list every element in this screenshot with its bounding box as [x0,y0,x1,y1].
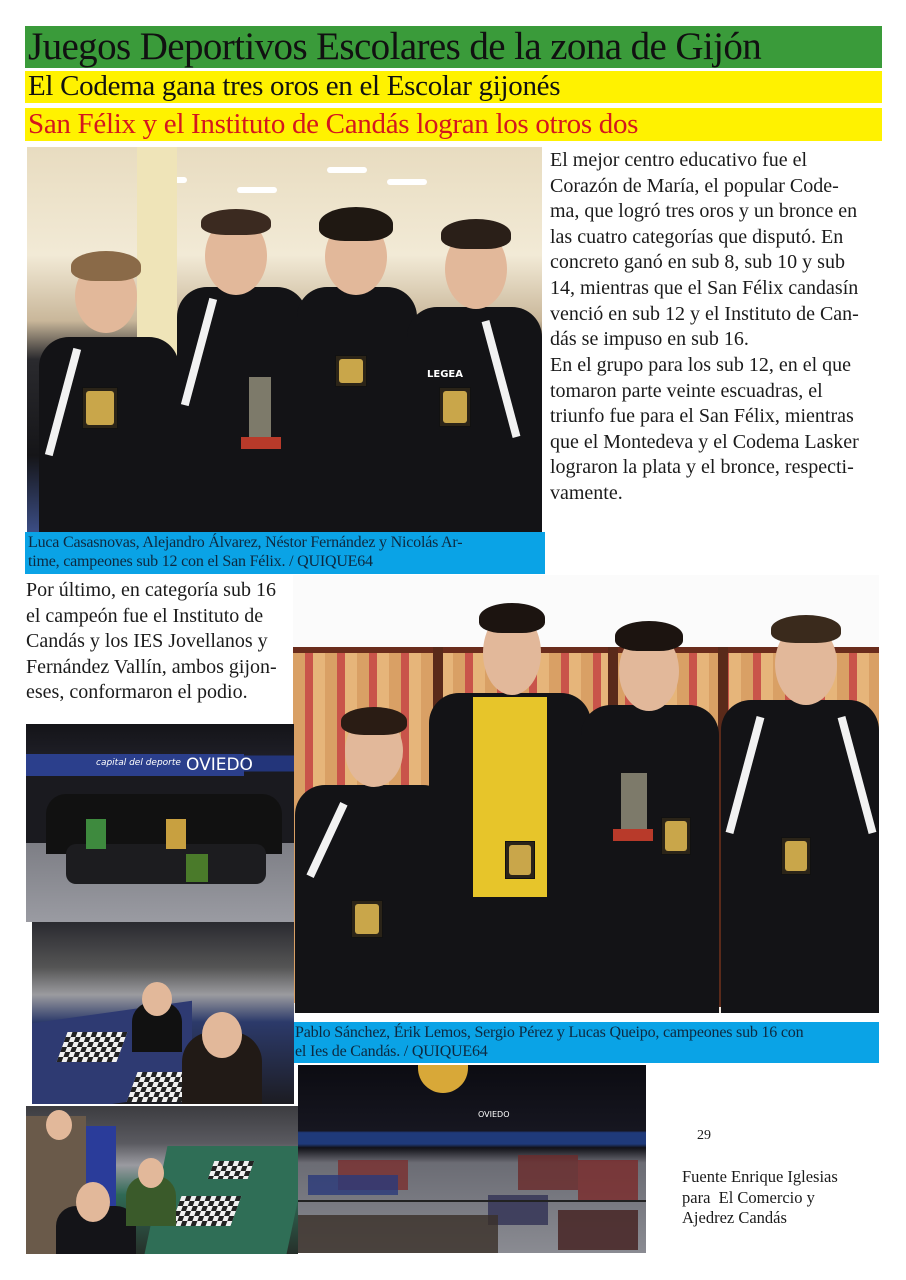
photo-tournament-overview [298,1065,646,1253]
credit-line: para El Comercio y [682,1187,815,1207]
text-line: eses, conformaron el podio. [26,681,248,704]
jacket-brand-label: LEGEA [427,369,463,380]
credit-line: Fuente Enrique Iglesias [682,1167,838,1186]
oviedo-banner: OVIEDO [186,755,253,775]
text-line: Por último, en categoría sub 16 [26,579,276,601]
subheadline: San Félix y el Instituto de Candás logran los otros dos [25,108,882,141]
caption-line: time, campeones sub 12 con el San Félix. / QUIQUE64 [28,553,373,570]
credit-line: Ajedrez Candás [682,1208,787,1227]
text-line: ma, que logró tres oros y un bronce en [550,200,858,223]
text-line: tomaron parte veinte escuadras, el [550,379,823,402]
text-line: concreto ganó en sub 8, sub 10 y sub [550,251,845,274]
text-line: triunfo fue para el San Félix, mientras [550,405,854,428]
photo-chess-boys [26,1106,298,1254]
text-line: las cuatro categorías que disputó. En [550,225,844,248]
text-line: dás se impuso en sub 16. [550,328,749,351]
text-line: Fernández Vallín, ambos gijon- [26,655,277,678]
photo-chess-girls [32,922,294,1104]
text-line: En el grupo para los sub 12, en el que [550,354,852,376]
photo-sub12-champions [27,147,542,533]
text-line: venció en sub 12 y el Instituto de Can- [550,302,859,325]
caption-line: Luca Casasnovas, Alejandro Álvarez, Néstor Fernández y Nicolás Ar- [28,534,463,551]
article-paragraph-2 [550,353,885,507]
oviedo-banner: OVIEDO [478,1110,510,1119]
caption-line: Pablo Sánchez, Érik Lemos, Sergio Pérez y Lucas Queipo, campeones sub 16 con [295,1024,804,1041]
source-credit [682,1167,882,1229]
text-line: lograron la plata y el bronce, respecti- [550,456,854,479]
page-number: 29 [697,1128,711,1143]
text-line: Candás y los IES Jovellanos y [26,630,268,653]
text-line: que el Montedeva y el Codema Lasker [550,430,859,453]
text-line: 14, mientras que el San Félix candasín [550,276,859,299]
photo-group-hall [26,724,294,922]
banner-slogan: capital del deporte [96,758,181,768]
text-line: vamente. [550,481,623,504]
caption-line: el Ies de Candás. / QUIQUE64 [295,1043,488,1060]
photo-sub16-champions [293,575,879,1013]
photo1-caption [25,532,545,574]
headline: El Codema gana tres oros en el Escolar gijonés [25,71,882,103]
text-line: El mejor centro educativo fue el [550,149,808,171]
photo2-caption [292,1022,879,1063]
text-line: Corazón de María, el popular Code- [550,174,839,197]
article-paragraph-3 [26,578,296,706]
text-line: el campeón fue el Instituto de [26,604,264,627]
page-title: Juegos Deportivos Escolares de la zona de Gijón [25,26,882,68]
article-paragraph-1 [550,148,885,353]
